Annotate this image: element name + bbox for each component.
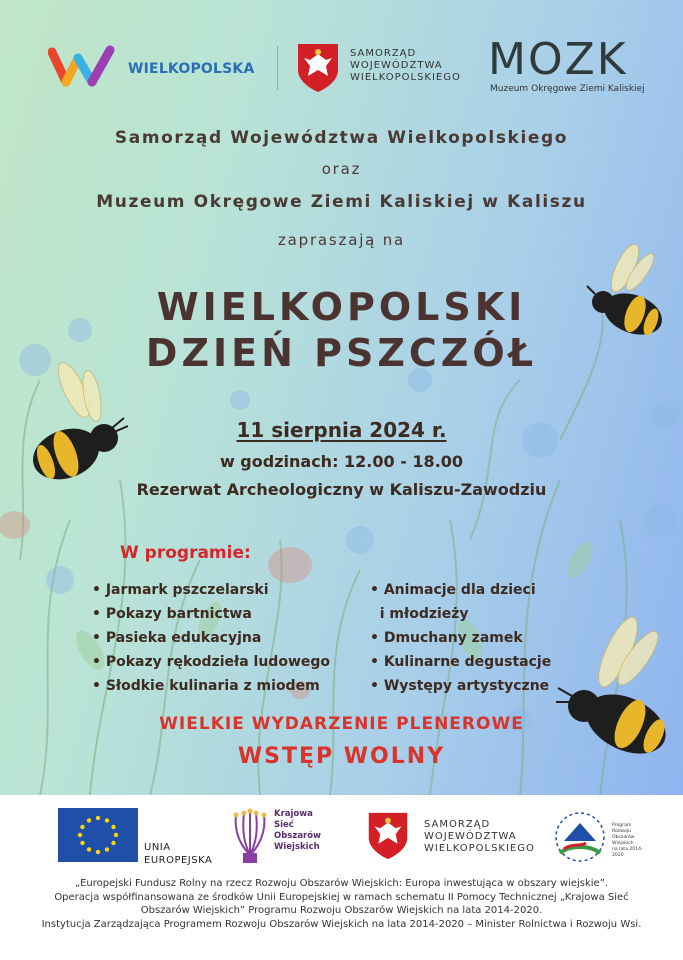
ksow-line-2: Sieć — [274, 820, 294, 830]
intro-organizer-2: Muzeum Okręgowe Ziemi Kaliskiej w Kaliszu — [96, 192, 587, 212]
wielkopolska-logo — [48, 42, 258, 92]
program-item: • Dmuchany zamek — [370, 630, 523, 646]
intro-organizer-1: Samorząd Województwa Wielkopolskiego — [114, 128, 569, 148]
prow-line-5: na lata 2014-2020 — [612, 847, 643, 858]
coat-of-arms-footer-icon — [366, 811, 410, 861]
ksow-line-4: Wiejskich — [274, 842, 320, 852]
intro-and: oraz — [321, 160, 362, 178]
program-item: • Pokazy rękodzieła ludowego — [92, 654, 331, 670]
program-item: • Kulinarne degustacje — [370, 654, 552, 670]
event-hours: w godzinach: 12.00 - 18.00 — [219, 452, 464, 471]
disclaimer-line-2: Operacja współfinansowana ze środków Unii Europejskiej w ramach schematu II Pomocy Technicznej „Krajowa Sieć — [54, 891, 629, 903]
prow-emblem-icon — [550, 809, 610, 865]
mozk-logo-subtitle: Muzeum Okręgowe Ziemi Kaliskiej — [490, 84, 645, 94]
program-list-left — [92, 578, 330, 698]
samorzad-logo — [296, 42, 476, 94]
eu-flag-icon — [58, 808, 138, 862]
funding-disclaimer — [30, 877, 653, 931]
samorzad-line-3: WIELKOPOLSKIEGO — [350, 72, 461, 83]
program-item: • Pasieka edukacyjna — [92, 630, 262, 646]
disclaimer-line-3: Obszarów Wiejskich” Programu Rozwoju Obszarów Wiejskich na lata 2014-2020. — [140, 905, 543, 916]
prow-line-1: Program — [612, 823, 632, 828]
ksow-logo-text — [274, 809, 321, 853]
ksow-logo — [230, 805, 340, 867]
disclaimer-line-1: „Europejski Fundusz Rolny na rzecz Rozwoju Obszarów Wiejskich: Europa inwestująca w obszary wiejskie”. — [74, 878, 609, 889]
intro-invite: zapraszają na — [277, 231, 406, 249]
event-date: 11 sierpnia 2024 r. — [236, 418, 447, 442]
prow-line-2: Rozwoju — [612, 829, 631, 834]
samorzad-footer-text — [424, 819, 535, 855]
ksow-line-1: Krajowa — [274, 809, 313, 819]
wielkopolska-w-icon — [48, 42, 118, 92]
samorzad-logo-text — [350, 48, 461, 84]
eu-label — [144, 841, 212, 867]
coat-of-arms-icon — [296, 42, 340, 94]
samorzad-footer-line-2: WOJEWÓDZTWA — [424, 831, 517, 842]
event-title-line-2: DZIEŃ PSZCZÓŁ — [145, 331, 538, 375]
eu-label-line-2: EUROPEJSKA — [144, 855, 213, 866]
header-divider — [277, 46, 278, 90]
samorzad-footer-line-1: SAMORZĄD — [424, 819, 491, 830]
event-title-line-1: WIELKOPOLSKI — [156, 285, 527, 329]
ksow-grain-icon — [230, 807, 270, 865]
samorzad-line-1: SAMORZĄD — [350, 48, 417, 59]
prow-line-3: Obszarów — [612, 835, 635, 840]
ksow-line-3: Obszarów — [274, 831, 321, 841]
program-item: • Występy artystyczne — [370, 678, 550, 694]
wielkopolska-logo-text: WIELKOPOLSKA — [128, 61, 255, 77]
program-item: • Animacje dla dzieci — [370, 582, 536, 598]
program-item: • Słodkie kulinaria z miodem — [92, 678, 320, 694]
program-heading: W programie: — [120, 543, 251, 563]
program-list-right — [370, 578, 551, 698]
prow-logo — [550, 809, 645, 865]
mozk-logo-text: MOZK — [488, 34, 628, 85]
samorzad-line-2: WOJEWÓDZTWA — [350, 60, 443, 71]
program-item: • Pokazy bartnictwa — [92, 606, 252, 622]
disclaimer-line-4: Instytucja Zarządzająca Programem Rozwoju Obszarów Wiejskich na lata 2014-2020 – Minister Rolnictwa i Rozwoju Wsi. — [41, 918, 642, 930]
eu-label-line-1: UNIA — [144, 842, 171, 853]
prow-line-4: Wiejskich — [612, 841, 634, 846]
big-event-callout: WIELKIE WYDARZENIE PLENEROWE — [159, 714, 524, 734]
prow-logo-text — [612, 823, 645, 859]
program-item: • Jarmark pszczelarski — [92, 582, 269, 598]
event-place: Rezerwat Archeologiczny w Kaliszu-Zawodziu — [136, 480, 547, 499]
samorzad-footer-line-3: WIELKOPOLSKIEGO — [424, 843, 535, 854]
sponsor-footer — [0, 795, 683, 960]
free-entry-callout: WSTĘP WOLNY — [237, 744, 446, 769]
program-item-continuation: i młodzieży — [370, 606, 469, 622]
mozk-logo — [486, 36, 646, 98]
samorzad-footer-logo — [366, 809, 546, 863]
